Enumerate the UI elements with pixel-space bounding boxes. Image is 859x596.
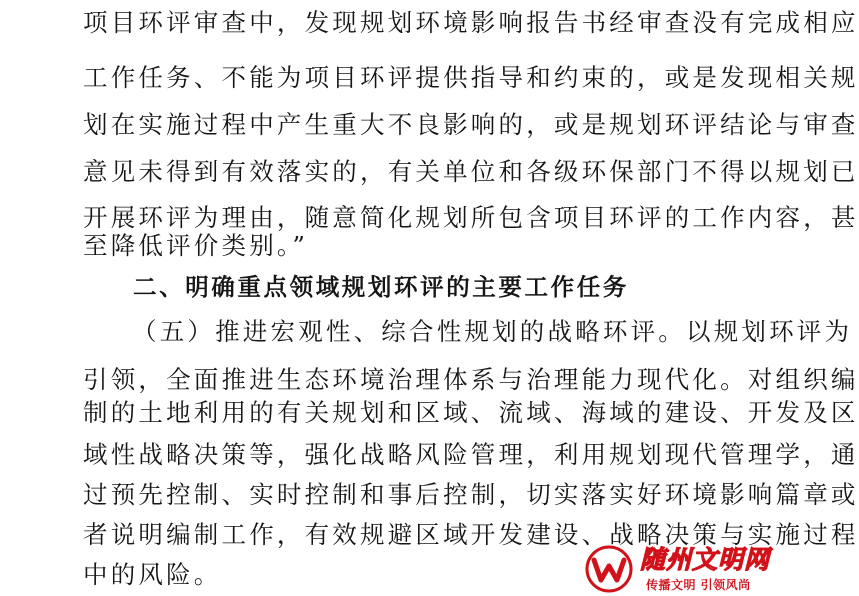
watermark-title: 随州文明网 (640, 545, 771, 574)
paragraph-line: 引领，全面推进生态环境治理体系与治理能力现代化。对组织编 (83, 365, 859, 394)
section-heading: 二、明确重点领域规划环评的主要工作任务 (133, 273, 629, 301)
site-emblem-icon (584, 544, 634, 594)
paragraph-line: 制的土地利用的有关规划和区域、流域、海域的建设、开发及区 (83, 398, 859, 427)
paragraph-line: 意见未得到有效落实的，有关单位和各级环保部门不得以规划已 (83, 157, 859, 186)
paragraph-line: 过预先控制、实时控制和事后控制，切实落实好环境影响篇章或 (83, 480, 859, 509)
paragraph-line: 域性战略决策等，强化战略风险管理，利用规划现代管理学，通 (83, 440, 859, 469)
paragraph-line: 工作任务、不能为项目环评提供指导和约束的，或是发现相关规 (83, 63, 859, 92)
watermark-slogan: 传播文明 引领风尚 (646, 578, 751, 592)
paragraph-line: （五）推进宏观性、综合性规划的战略环评。以规划环评为 (132, 317, 853, 346)
paragraph-line: 划在实施过程中产生重大不良影响的，或是规划环评结论与审查 (83, 110, 859, 139)
paragraph-line: 中的风险。 (83, 560, 222, 589)
paragraph-line: 者说明编制工作，有效规避区域开发建设、战略决策与实施过程 (83, 520, 859, 549)
paragraph-line: 项目环评审查中，发现规划环境影响报告书经审查没有完成相应 (83, 8, 859, 37)
paragraph-line: 开展环评为理由，随意简化规划所包含项目环评的工作内容，甚 (83, 203, 859, 232)
paragraph-line: 至降低评价类别。” (83, 231, 309, 260)
watermark-logo (582, 540, 771, 596)
